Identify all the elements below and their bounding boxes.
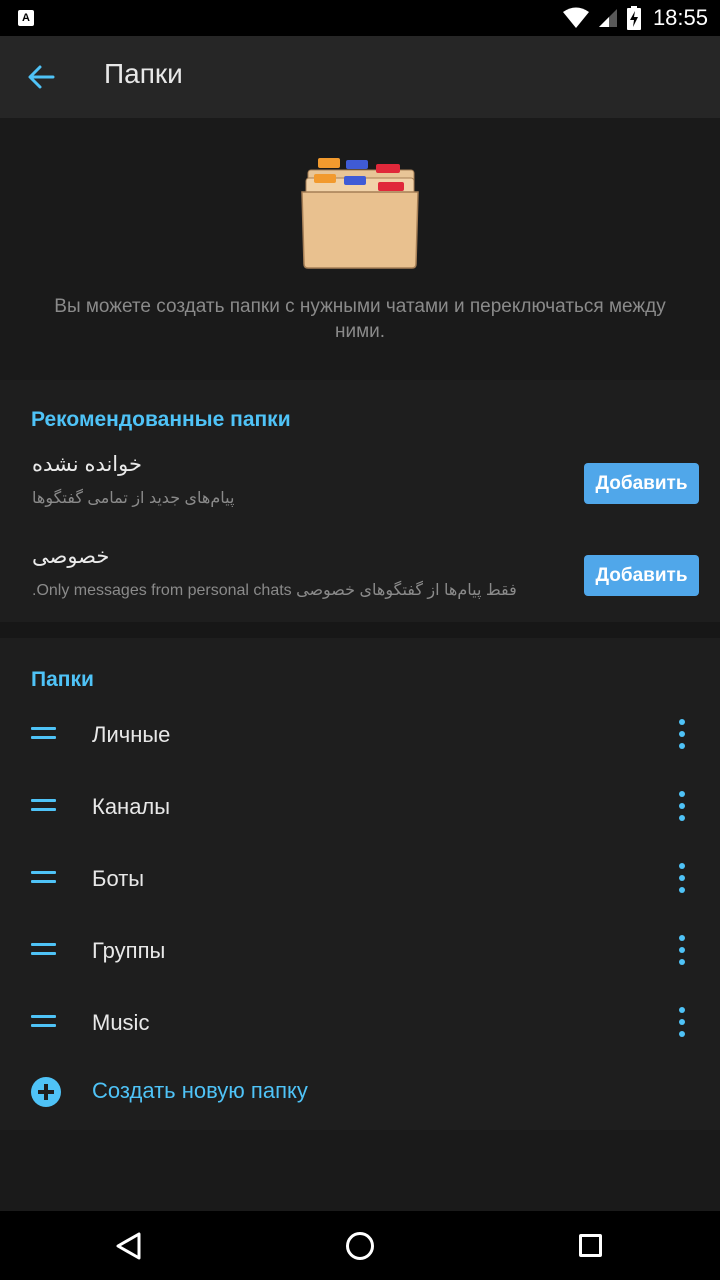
more-vertical-icon[interactable] (670, 862, 694, 894)
wifi-icon (563, 7, 589, 29)
drag-handle-icon[interactable] (31, 1015, 56, 1029)
app-notification-icon: A (18, 10, 34, 26)
create-folder-button[interactable] (0, 1058, 720, 1130)
more-vertical-icon[interactable] (670, 790, 694, 822)
nav-home-icon[interactable] (346, 1232, 374, 1260)
more-vertical-icon[interactable] (670, 1006, 694, 1038)
recommended-item-unread (0, 452, 720, 544)
folder-name: Боты (92, 866, 145, 891)
folder-row-personal[interactable] (0, 702, 720, 774)
folder-row-music[interactable] (0, 990, 720, 1062)
more-vertical-icon[interactable] (670, 934, 694, 966)
folder-name: Группы (92, 938, 166, 963)
arrow-left-icon (27, 64, 55, 90)
recommended-item-title: خصوصی (32, 545, 110, 568)
back-button[interactable] (20, 56, 62, 98)
folder-name: Личные (92, 722, 171, 747)
create-folder-label: Создать новую папку (92, 1078, 308, 1103)
folder-row-groups[interactable] (0, 918, 720, 990)
folder-row-channels[interactable] (0, 774, 720, 846)
folder-name: Каналы (92, 794, 171, 819)
recommended-item-subtitle: .Only messages from personal chats فقط پیام‌ها از گفتگوهای خصوصی (32, 582, 517, 599)
section-divider (0, 622, 720, 638)
status-bar (0, 0, 720, 36)
add-circle-icon (31, 1077, 61, 1107)
recommended-header: Рекомендованные папки (31, 408, 291, 431)
drag-handle-icon[interactable] (31, 727, 56, 741)
toolbar (0, 36, 720, 118)
nav-recents-icon[interactable] (579, 1234, 602, 1257)
intro-section (0, 118, 720, 380)
battery-charging-icon (627, 6, 641, 30)
folders-illustration-icon (300, 156, 420, 270)
recommended-item-subtitle: پیام‌های جدید از تمامی گفتگوها (32, 490, 235, 507)
folder-name: Music (92, 1010, 150, 1035)
more-vertical-icon[interactable] (670, 718, 694, 750)
drag-handle-icon[interactable] (31, 871, 56, 885)
folders-section (0, 638, 720, 1130)
recommended-item-title: خوانده نشده (32, 453, 142, 476)
no-sim-icon (597, 7, 619, 29)
drag-handle-icon[interactable] (31, 943, 56, 957)
status-icons (563, 0, 708, 36)
intro-description: Вы можете создать папки с нужными чатами и переключаться между ними. (54, 296, 666, 342)
drag-handle-icon[interactable] (31, 799, 56, 813)
folders-header: Папки (31, 668, 94, 691)
status-time: 18:55 (652, 5, 708, 30)
page-title: Папки (104, 58, 183, 89)
add-recommended-private-button[interactable]: Добавить (584, 555, 699, 596)
add-recommended-unread-button[interactable]: Добавить (584, 463, 699, 504)
recommended-folders-section (0, 380, 720, 622)
folder-row-bots[interactable] (0, 846, 720, 918)
navigation-bar (0, 1211, 720, 1280)
nav-back-icon[interactable] (114, 1231, 144, 1261)
